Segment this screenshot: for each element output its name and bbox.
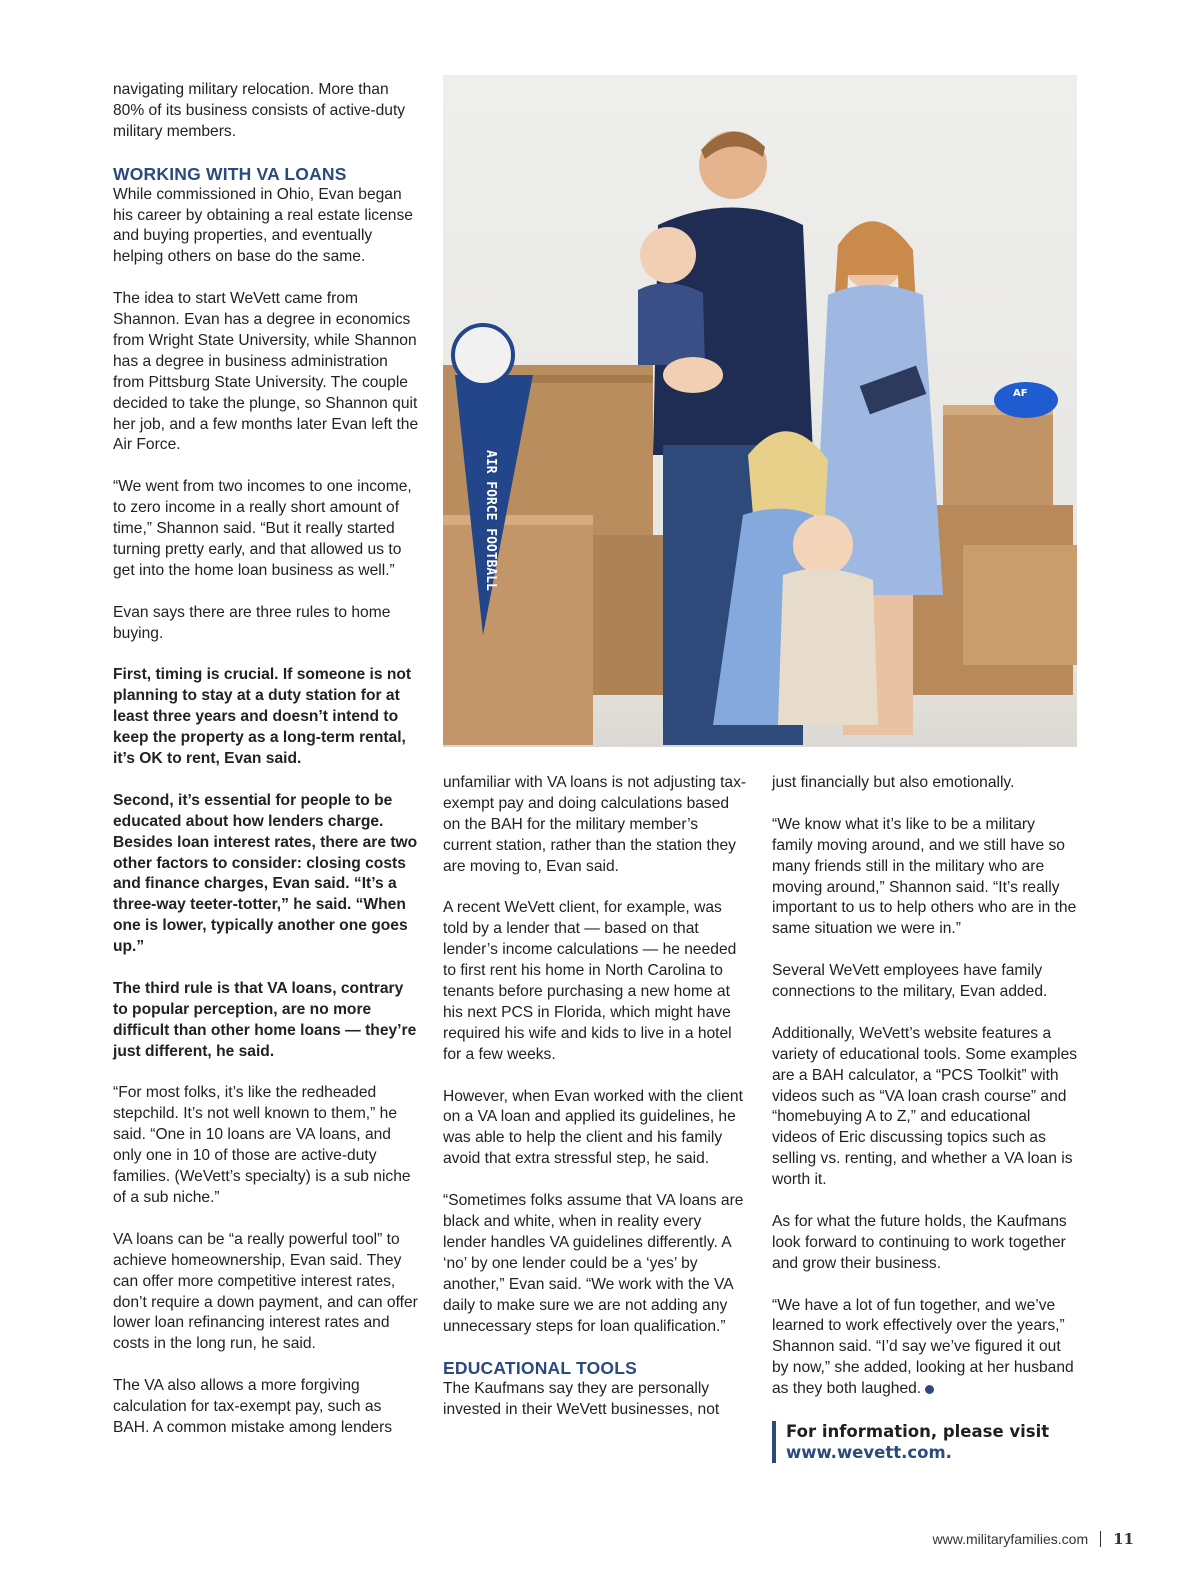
page-footer: [933, 1530, 1134, 1548]
article-column-1: [113, 80, 419, 1460]
paragraph: “We went from two incomes to one income, to zero income in a really short amount of time,” Shannon said. “But it really started turning pretty early, and that allowed us to get into the home loan business as well.”: [113, 478, 412, 579]
paragraph: As for what the future holds, the Kaufmans look forward to continuing to work together and grow their business.: [772, 1212, 1067, 1272]
article-column-3: [772, 773, 1078, 1421]
paragraph: The idea to start WeVett came from Shannon. Evan has a degree in economics from Wright State University, while Shannon has a degree in business administration from Pittsburg State University. The couple decided to take the plunge, so Shannon quit her job, and a few months later Evan left the Air Force.: [113, 290, 419, 454]
paragraph: The VA also allows a more forgiving calculation for tax-exempt pay, such as BAH. A common mistake among lenders: [113, 1377, 393, 1436]
paragraph: A recent WeVett client, for example, was told by a lender that — based on that lender’s income calculations — he needed to first rent his home in North Carolina to tenants before purchasing a new home at his next PCS in Florida, which might have required his wife and kids to live in a hotel for a few weeks.: [443, 899, 737, 1063]
page-number: 11: [1113, 1530, 1134, 1548]
cap-text: AF: [1013, 388, 1028, 399]
paragraph: unfamiliar with VA loans is not adjusting tax-exempt pay and doing calculations based on the BAH for the military member’s current station, rather than the station they are moving to, Evan said.: [443, 774, 747, 875]
paragraph: The Kaufmans say they are personally invested in their WeVett businesses, not: [443, 1380, 720, 1419]
article-column-2: [443, 773, 748, 1442]
section-heading-va-loans: WORKING WITH VA LOANS: [113, 163, 347, 184]
family-photo: [443, 75, 1077, 747]
paragraph: VA loans can be “a really powerful tool” to achieve homeownership, Evan said. They can offer more competitive interest rates, don’t require a down payment, and can offer lower loan refinancing interest rates and costs in the long run, he said.: [113, 1230, 418, 1353]
footer-divider: [1100, 1531, 1101, 1547]
rule-two-paragraph: Second, it’s essential for people to be educated about how lenders charge. Besides loan interest rates, there are two other factors to consider: closing costs and finance charges, Evan said. “It’s a three-way teeter-totter,” he said. “When one is lower, typically another one goes up.”: [113, 791, 418, 956]
end-mark-icon: [925, 1385, 934, 1394]
paragraph: “We know what it’s like to be a military family moving around, and we still have so many friends still in the military who are moving around,” Shannon said. “It’s really important to us to help others who are in the same situation we were in.”: [772, 815, 1077, 938]
paragraph: Additionally, WeVett’s website features a variety of educational tools. Some examples are a BAH calculator, a “PCS Toolkit” with videos such as “VA loan crash course” and “homebuying A to Z,” and educational videos of Eric discussing topics such as selling vs. renting, and whether a VA loan is worth it.: [772, 1024, 1078, 1189]
rule-three-paragraph: The third rule is that VA loans, contrary to popular perception, are no more difficult than other home loans — they’re just different, he said.: [113, 979, 417, 1060]
closing-paragraph: [772, 1296, 1078, 1401]
paragraph: “Sometimes folks assume that VA loans are black and white, when in reality every lender handles VA guidelines differently. A ‘no’ by one lender could be a ‘yes’ by another,” Evan said. “We work with the VA daily to make sure we are not adding any unnecessary steps for loan qualification.”: [443, 1192, 744, 1335]
rule-one-paragraph: First, timing is crucial. If someone is not planning to stay at a duty station for at least three years and doesn’t intend to keep the property as a long-term rental, it’s OK to rent, Evan said.: [113, 666, 412, 768]
paragraph: just financially but also emotionally.: [772, 774, 1015, 791]
section-heading-educational-tools: EDUCATIONAL TOOLS: [443, 1358, 637, 1379]
website-link[interactable]: www.wevett.com.: [786, 1443, 952, 1462]
footer-site: www.militaryfamilies.com: [932, 1531, 1089, 1547]
paragraph: navigating military relocation. More than 80% of its business consists of active-duty military members.: [113, 81, 406, 140]
pennant-text: AIR FORCE FOOTBALL: [483, 450, 498, 591]
paragraph: “For most folks, it’s like the redheaded stepchild. It’s not well known to them,” he said. “One in 10 loans are VA loans, and only one in 10 of those are active-duty families. (WeVett’s specialty) is a sub niche of a sub niche.”: [113, 1084, 411, 1206]
paragraph: However, when Evan worked with the client on a VA loan and applied its guidelines, he was able to help the client and his family avoid that extra stressful step, he said.: [443, 1087, 743, 1168]
info-text: For information, please visit: [786, 1422, 1050, 1441]
paragraph: Several WeVett employees have family connections to the military, Evan added.: [772, 962, 1048, 1001]
closing-text: “We have a lot of fun together, and we’ve learned to work effectively over the years,” Shannon said. “I’d say we’ve figured it out by now,” she added, looking at her husband as they both laughed.: [772, 1296, 1074, 1398]
paragraph: While commissioned in Ohio, Evan began his career by obtaining a real estate license and buying properties, and eventually helping others on base do the same.: [113, 185, 413, 266]
info-callout: [772, 1421, 1086, 1463]
paragraph: Evan says there are three rules to home buying.: [113, 603, 391, 642]
